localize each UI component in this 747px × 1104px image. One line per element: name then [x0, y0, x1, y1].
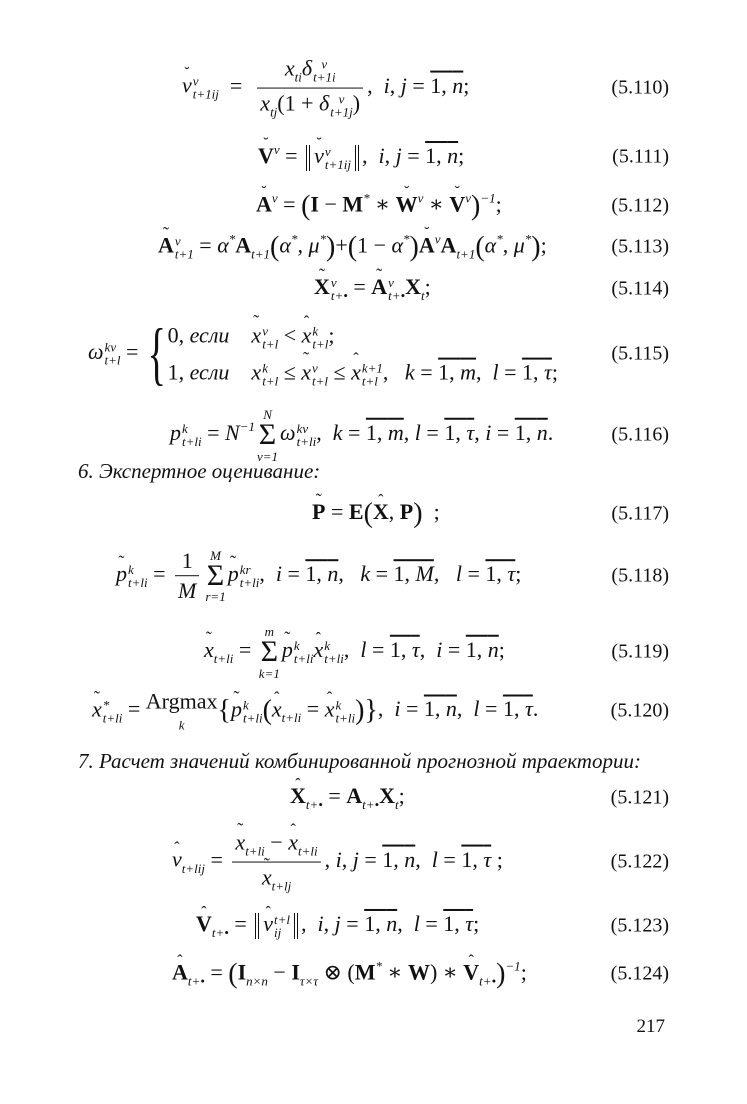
formula-5-117: ˜ P = E(ˆ X, P) ;	[312, 500, 440, 528]
equation-number: (5.113)	[611, 235, 669, 258]
equation-number: (5.111)	[612, 145, 669, 168]
equation-5-112	[0, 190, 747, 222]
equation-number: (5.119)	[611, 640, 669, 663]
formula-5-122: ˆ $v_{t+lij}$ = ˜ $x_{t+li}$ − ˆ $x_{t+li}$ ˜ $x_{t+lj}$ , i, j = 1, n, l = 1, τ ;	[172, 830, 503, 895]
equation-5-122	[0, 829, 747, 894]
equation-number: (5.116)	[611, 423, 669, 446]
formula-5-112: ˘ $A^v = (I - M^*$ ∗ ˘ $W^v$ ∗ ˘ $V^v)^{-1}$;	[256, 192, 502, 221]
equation-number: (5.120)	[610, 699, 669, 722]
formula-5-118: ˜ p k t+li = $\frac{1}{M}$ M Σ r=1 ˜ p kr t+li , i = 1, n, k = 1, M, l = 1, τ;	[116, 548, 521, 604]
formula-5-123: ˆ $V_{t+•}$ = ˆ v t+l ij , i, j = 1, n, l = 1, τ;	[196, 913, 479, 939]
equation-5-117	[0, 498, 747, 529]
equation-5-121	[0, 783, 747, 812]
if-word: если	[189, 360, 230, 385]
equation-5-113	[0, 231, 747, 263]
equation-5-123	[0, 911, 747, 941]
argmax-operator: Argmax	[145, 688, 218, 714]
equation-number: (5.123)	[610, 914, 669, 937]
formula-5-110: ˘ v v t+1ij = $x_{ti}\delta$ v t+1i $x_{tj}(1 + \delta$ v t+1j ) , i, j = 1, n;	[182, 56, 469, 121]
formula-5-120: ˜ x * t+li = Argmax k {˜ p k t+li (ˆ $x_{t+li}$ = ˆ x k t+li )}, i = 1, n, l = 1, τ.	[92, 691, 538, 732]
equation-5-110	[0, 55, 747, 120]
formula-5-116: p k t+li = $N^{-1}$ N Σ v=1 ω kv t+li , k = 1, m, l = 1, τ, i = 1, n.	[170, 406, 554, 464]
page-number: 217	[636, 1016, 665, 1037]
equation-5-114	[0, 274, 747, 304]
formula-5-121: ˆ $X_{t+•} = A_{t+•}X_t$;	[290, 785, 405, 811]
equation-5-119	[0, 623, 747, 681]
if-word: если	[189, 322, 230, 348]
equation-number: (5.124)	[610, 962, 669, 985]
equation-number: (5.115)	[611, 342, 669, 365]
equation-number: (5.110)	[611, 76, 669, 99]
equation-5-111	[0, 142, 747, 172]
section-heading-7: 7. Расчет значений комбинированной прогнозной траектории:	[78, 749, 641, 773]
equation-number: (5.118)	[611, 564, 669, 587]
formula-5-114: ˜ X v t+• = ˜ A v t+• $X_t$;	[314, 276, 431, 302]
formula-5-111: ˘ $V^v$ = ˘ v v t+1ij , i, j = 1, n;	[258, 143, 464, 171]
section-heading-6: 6. Экспертное оценивание:	[78, 459, 321, 483]
formula-5-113: ˜ A v t+1 = $\alpha^*A_{t+1}(\alpha^*$, μ*)+(1 − α*)˘ $A^vA_{t+1}(\alpha^*$, μ*);	[158, 233, 547, 262]
formula-5-124: ˆ $A_{t+•} = (I_{n\times n} - I_{\tau\times\tau}$ ⊗ (M* ∗ W) ∗ ˆ $V_{t+•})^{-1}$;	[172, 960, 527, 989]
equation-5-120	[0, 688, 747, 733]
equation-number: (5.121)	[610, 786, 669, 809]
equation-5-118	[0, 547, 747, 605]
equation-5-115	[0, 315, 747, 393]
equation-number: (5.114)	[611, 277, 669, 300]
equation-5-124	[0, 958, 747, 990]
equation-number: (5.122)	[610, 850, 669, 873]
equation-5-116	[0, 406, 747, 464]
equation-number: (5.117)	[611, 502, 669, 525]
equation-number: (5.112)	[611, 194, 669, 217]
formula-5-115: ω kv t+l = { 0, если ˜ x v t+l < ˆ x k t+l ; 1, если x k t+l ≤ ˜ x v t+l ≤ ˆ x k+1 t+l , k = 1, m, l = 1, τ;	[88, 317, 558, 392]
formula-5-119: ˜ $x_{t+li}$ = m Σ k=1 ˜ p k t+li ˆ x k t+li , l = 1, τ, i = 1, n;	[204, 625, 505, 680]
